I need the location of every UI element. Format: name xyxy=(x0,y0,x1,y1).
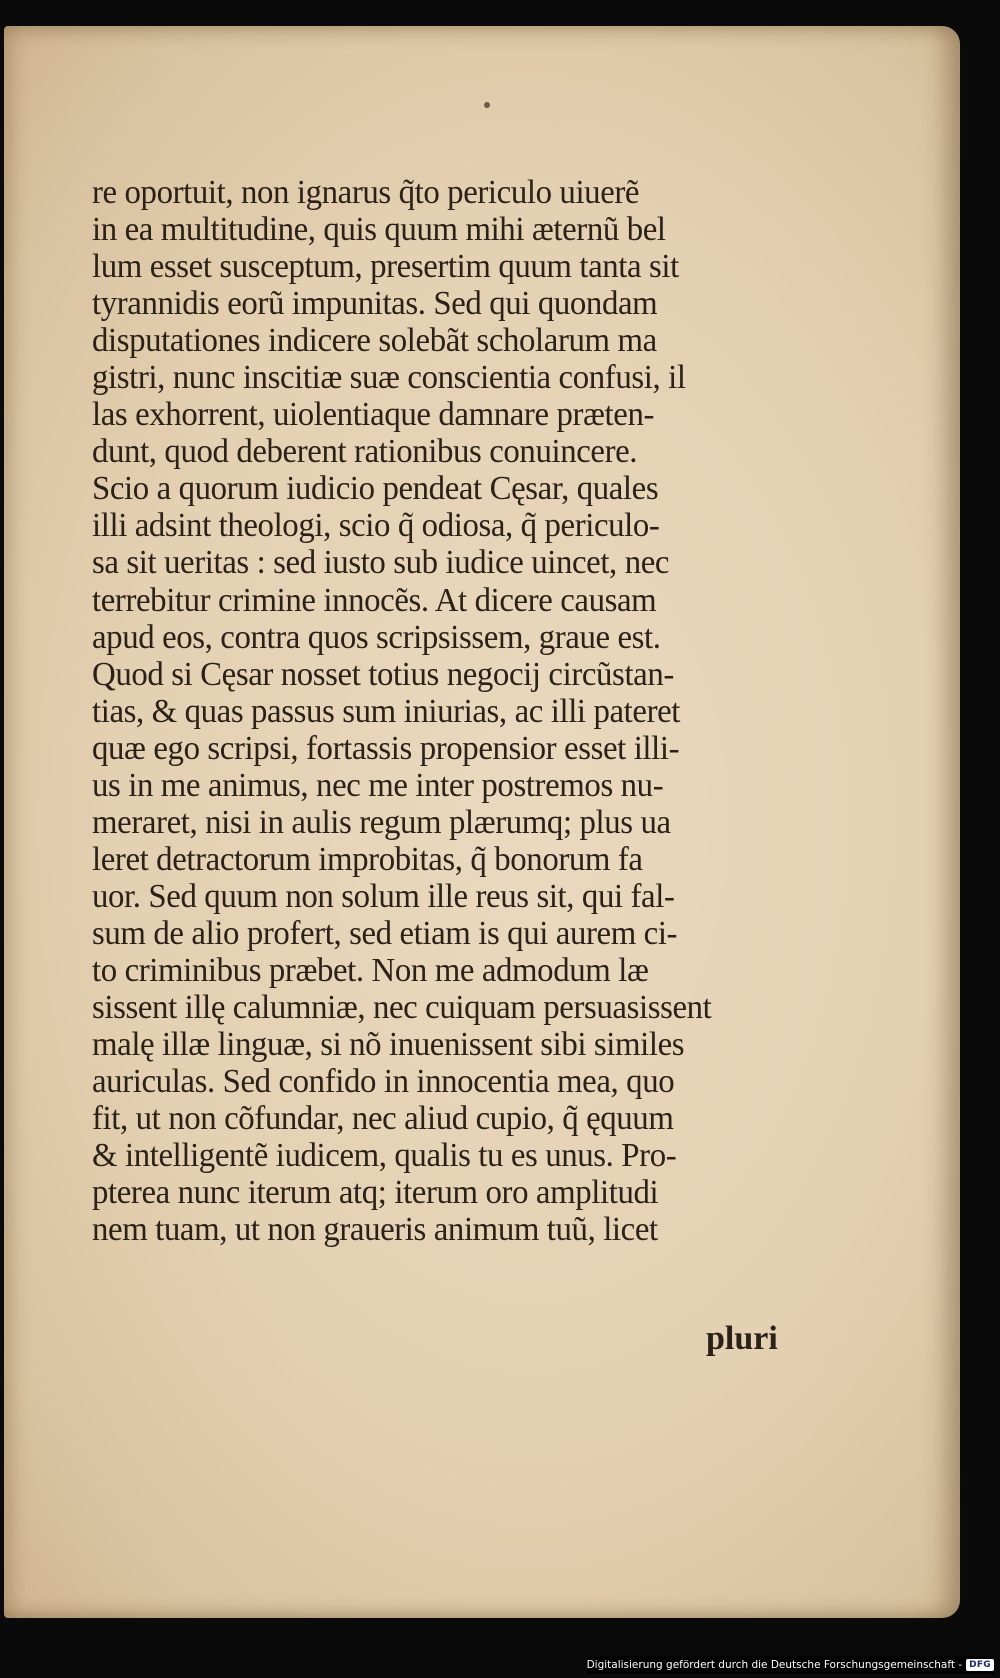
text-line: sum de alio profert, sed etiam is qui aurem ci- xyxy=(92,914,678,952)
text-line: lum esset susceptum, presertim quum tanta sit xyxy=(92,248,679,286)
text-line: terrebitur crimine innocẽs. At dicere causam xyxy=(92,581,657,619)
book-page xyxy=(4,26,960,1618)
text-line: dunt, quod deberent rationibus conuincere. xyxy=(92,433,638,471)
text-line: pterea nunc iterum atq; iterum oro amplitudi xyxy=(92,1174,659,1212)
catchword: pluri xyxy=(706,1320,778,1357)
text-line: sa sit ueritas : sed iusto sub iudice uincet, nec xyxy=(92,544,670,582)
text-line: sissent illę calumniæ, nec cuiquam persuasissent xyxy=(92,989,712,1027)
footer-credit-text: Digitalisierung gefördert durch die Deutsche Forschungsgemeinschaft - xyxy=(586,1659,963,1671)
text-line: auriculas. Sed confido in innocentia mea, quo xyxy=(92,1063,675,1101)
text-line: disputationes indicere solebãt scholarum ma xyxy=(92,322,657,360)
text-line: malę illæ linguæ, si nõ inuenissent sibi similes xyxy=(92,1026,685,1064)
text-line: tyrannidis eorũ impunitas. Sed qui quondam xyxy=(92,285,658,323)
footer-credit xyxy=(587,1656,994,1674)
text-line: fit, ut non cõfundar, nec aliud cupio, q̃ ęquum xyxy=(92,1100,674,1138)
text-line: tias, & quas passus sum iniurias, ac illi pateret xyxy=(92,692,681,730)
text-line: Scio a quorum iudicio pendeat Cęsar, quales xyxy=(92,470,659,508)
text-line: & intelligentẽ iudicem, qualis tu es unus. Pro- xyxy=(92,1137,677,1175)
text-line: Quod si Cęsar nosset totius negocij circũstan- xyxy=(92,655,674,693)
text-line: illi adsint theologi, scio q̃ odiosa, q̃ periculo- xyxy=(92,507,660,545)
text-line: to criminibus præbet. Non me admodum læ xyxy=(92,951,649,989)
text-line: quæ ego scripsi, fortassis propensior esset illi- xyxy=(92,729,680,767)
text-line: gistri, nunc inscitiæ suæ conscientia confusi, il xyxy=(92,359,686,397)
text-line: in ea multitudine, quis quum mihi æternũ bel xyxy=(92,211,666,249)
text-line: meraret, nisi in aulis regum plærumq; plus ua xyxy=(92,803,671,841)
text-line: leret detractorum improbitas, q̃ bonorum fa xyxy=(92,840,643,878)
text-line: nem tuam, ut non graueris animum tuũ, licet xyxy=(92,1211,658,1249)
text-line: apud eos, contra quos scripsissem, graue est. xyxy=(92,618,661,656)
page-speck xyxy=(484,102,490,108)
body-text xyxy=(92,174,792,1248)
text-line: us in me animus, nec me inter postremos nu- xyxy=(92,766,664,804)
text-line: las exhorrent, uiolentiaque damnare præten- xyxy=(92,396,655,434)
text-line: uor. Sed quum non solum ille reus sit, qui fal- xyxy=(92,877,675,915)
text-line: re oportuit, non ignarus q̃to periculo uiuerẽ xyxy=(92,174,640,211)
dfg-logo: DFG xyxy=(966,1659,994,1671)
